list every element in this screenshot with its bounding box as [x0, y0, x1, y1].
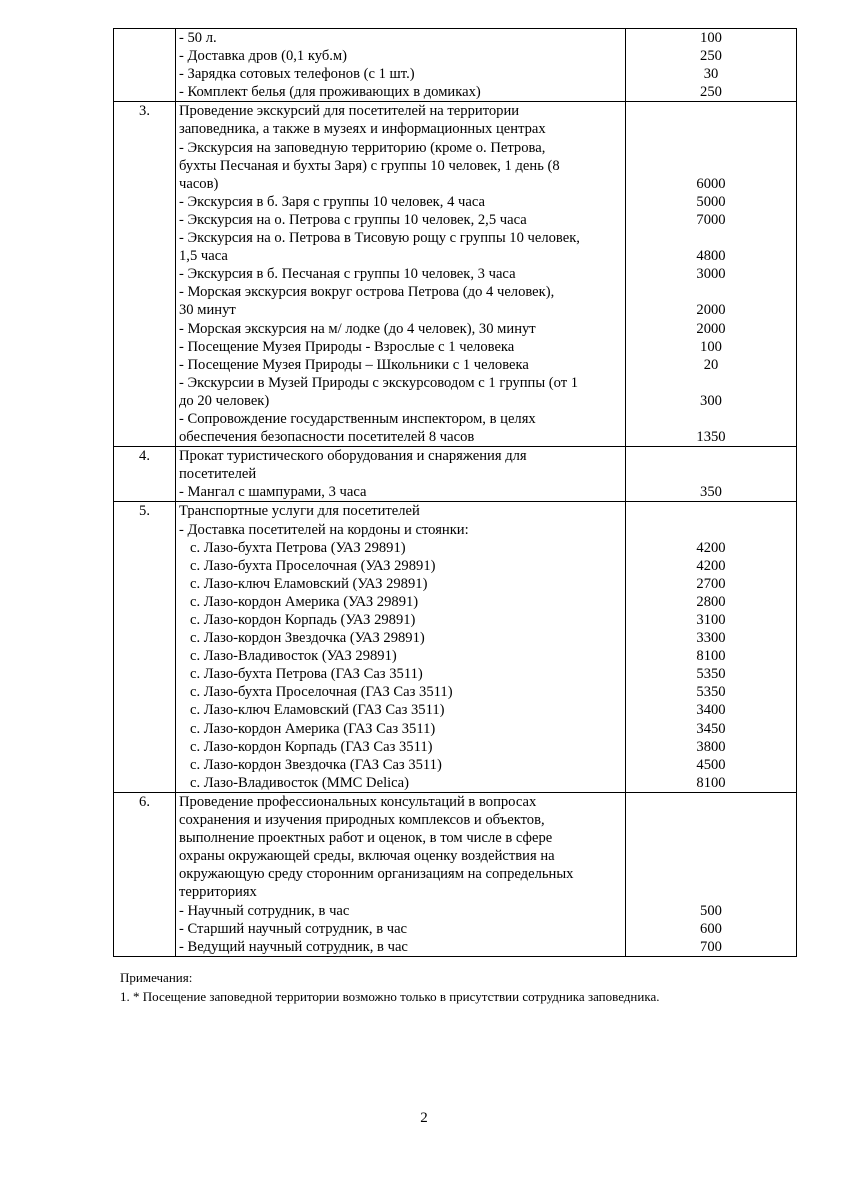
- price-value: [626, 465, 796, 483]
- price-value: 5350: [696, 684, 726, 701]
- service-line: бухты Песчаная и бухты Заря) с группы 10 человек, 1 день (8: [179, 157, 560, 174]
- price-value: 5000: [696, 193, 726, 210]
- price-value: [626, 811, 796, 829]
- service-line: с. Лазо-кордон Корпадь (УАЗ 29891): [190, 612, 416, 628]
- price-value: 250: [700, 84, 722, 101]
- row-number-cell: [114, 792, 176, 956]
- price-value: 3100: [696, 612, 726, 628]
- price-value: 3400: [696, 702, 726, 719]
- price-value: 100: [700, 338, 722, 355]
- service-line: - Экскурсия на заповедную территорию (кроме о. Петрова,: [179, 139, 546, 156]
- service-line: - Экскурсия на о. Петрова с группы 10 человек, 2,5 часа: [179, 211, 527, 228]
- service-line: с. Лазо-ключ Еламовский (ГАЗ Саз 3511): [190, 702, 445, 719]
- service-line: заповедника, а также в музеях и информационных центрах: [179, 121, 546, 138]
- service-line: с. Лазо-бухта Петрова (УАЗ 29891): [190, 539, 406, 556]
- price-value: 1350: [696, 429, 726, 446]
- price-value: [626, 865, 796, 883]
- service-line: с. Лазо-кордон Звездочка (ГАЗ Саз 3511): [190, 756, 442, 773]
- price-value: [626, 793, 796, 811]
- table-row: [114, 502, 797, 793]
- service-line: сохранения и изучения природных комплексов и объектов,: [179, 812, 545, 829]
- service-line: - Экскурсия в б. Заря с группы 10 человек, 4 часа: [179, 193, 485, 210]
- price-value: [626, 139, 796, 157]
- service-line: - Мангал с шампурами, 3 часа: [179, 484, 367, 501]
- price-value: 8100: [696, 648, 726, 665]
- service-cell: [176, 29, 626, 102]
- price-value: [626, 102, 796, 120]
- service-line: - Доставка дров (0,1 куб.м): [179, 48, 347, 65]
- price-cell: [626, 29, 797, 102]
- service-line: с. Лазо-Владивосток (УАЗ 29891): [190, 648, 397, 665]
- service-line: Прокат туристического оборудования и снаряжения для: [179, 448, 527, 465]
- price-table-body: [114, 29, 797, 957]
- service-line: с. Лазо-кордон Америка (ГАЗ Саз 3511): [190, 720, 436, 737]
- price-value: 8100: [696, 774, 726, 791]
- price-value: 3450: [696, 720, 726, 737]
- service-line: с. Лазо-ключ Еламовский (УАЗ 29891): [190, 575, 428, 592]
- service-line: - Научный сотрудник, в час: [179, 902, 350, 919]
- service-line: - Экскурсия на о. Петрова в Тисовую рощу с группы 10 человек,: [179, 230, 580, 247]
- note-item: 1. * Посещение заповедной территории возможно только в присутствии сотрудника заповедника.: [120, 989, 660, 1004]
- price-value: 700: [700, 938, 722, 955]
- price-value: 100: [700, 30, 722, 46]
- price-value: [626, 847, 796, 865]
- service-line: - Сопровождение государственным инспектором, в целях: [179, 410, 536, 427]
- price-table: [113, 28, 797, 957]
- price-value: [626, 374, 796, 392]
- price-value: [626, 447, 796, 465]
- service-line: - Старший научный сотрудник, в час: [179, 920, 408, 937]
- service-line: часов): [179, 175, 219, 192]
- service-line: - Экскурсии в Музей Природы с экскурсоводом с 1 группы (от 1: [179, 374, 579, 391]
- price-value: 7000: [696, 211, 726, 228]
- table-row: [114, 29, 797, 102]
- price-value: 2700: [696, 575, 726, 592]
- service-line: выполнение проектных работ и оценок, в том числе в сфере: [179, 830, 553, 847]
- service-cell: [176, 792, 626, 956]
- price-value: 500: [700, 902, 722, 919]
- price-value: [626, 502, 796, 520]
- price-value: [626, 283, 796, 301]
- service-line: - Зарядка сотовых телефонов (с 1 шт.): [179, 66, 415, 83]
- service-line: с. Лазо-Владивосток (ММС Delica): [190, 774, 409, 791]
- row-number: 6.: [139, 793, 150, 810]
- service-line: с. Лазо-кордон Корпадь (ГАЗ Саз 3511): [190, 738, 433, 755]
- row-number: 3.: [139, 103, 150, 120]
- price-value: 600: [700, 920, 722, 937]
- row-number: 5.: [139, 503, 150, 520]
- price-value: 4200: [696, 557, 726, 574]
- price-value: 2000: [696, 320, 726, 337]
- price-value: 5350: [696, 666, 726, 683]
- service-line: - Комплект белья (для проживающих в домиках): [179, 84, 481, 101]
- table-row: [114, 447, 797, 502]
- service-line: - Морская экскурсия вокруг острова Петрова (до 4 человек),: [179, 284, 555, 301]
- service-line: территориях: [179, 884, 257, 901]
- row-number-cell: [114, 502, 176, 793]
- service-cell: [176, 447, 626, 502]
- service-line: окружающую среду сторонним организациям на сопредельных: [179, 866, 574, 883]
- price-value: 2800: [696, 593, 726, 610]
- price-value: 3800: [696, 738, 726, 755]
- service-line: Проведение профессиональных консультаций в вопросах: [179, 793, 537, 810]
- price-value: [626, 829, 796, 847]
- service-line: - Посещение Музея Природы – Школьники с 1 человека: [179, 356, 529, 373]
- service-line: - Экскурсия в б. Песчаная с группы 10 человек, 3 часа: [179, 266, 516, 283]
- row-number-cell: [114, 29, 176, 102]
- table-row: [114, 792, 797, 956]
- row-number: 4.: [139, 448, 150, 465]
- service-line: с. Лазо-бухта Проселочная (ГАЗ Саз 3511): [190, 684, 453, 701]
- price-value: [626, 229, 796, 247]
- service-line: с. Лазо-бухта Петрова (ГАЗ Саз 3511): [190, 666, 423, 683]
- price-value: 350: [700, 484, 722, 501]
- service-line: 30 минут: [179, 302, 236, 319]
- service-cell: [176, 502, 626, 793]
- service-cell: [176, 102, 626, 447]
- service-line: - Морская экскурсия на м/ лодке (до 4 человек), 30 минут: [179, 320, 536, 337]
- row-number-cell: [114, 447, 176, 502]
- service-line: обеспечения безопасности посетителей 8 часов: [179, 429, 475, 446]
- price-value: [626, 883, 796, 901]
- price-cell: [626, 102, 797, 447]
- row-number: [114, 29, 175, 47]
- service-line: с. Лазо-кордон Америка (УАЗ 29891): [190, 593, 419, 610]
- price-value: 2000: [696, 302, 726, 319]
- service-line: до 20 человек): [179, 392, 270, 409]
- price-value: 20: [703, 356, 719, 373]
- service-line: посетителей: [179, 466, 257, 483]
- price-value: 250: [700, 48, 722, 65]
- service-line: с. Лазо-бухта Проселочная (УАЗ 29891): [190, 557, 436, 574]
- price-value: 30: [703, 66, 719, 83]
- service-line: Проведение экскурсий для посетителей на территории: [179, 103, 520, 120]
- row-number-cell: [114, 102, 176, 447]
- notes-title: Примечания:: [120, 970, 193, 985]
- service-line: - Доставка посетителей на кордоны и стоянки:: [179, 521, 469, 538]
- price-value: [626, 410, 796, 428]
- service-line: - Посещение Музея Природы - Взрослые с 1 человека: [179, 338, 515, 355]
- page-number: 2: [420, 1110, 428, 1126]
- service-line: - Ведущий научный сотрудник, в час: [179, 938, 408, 955]
- service-line: - 50 л.: [179, 30, 217, 46]
- notes: [120, 968, 659, 1006]
- service-line: 1,5 часа: [179, 248, 228, 265]
- price-value: 4800: [696, 248, 726, 265]
- price-value: [626, 521, 796, 539]
- service-line: Транспортные услуги для посетителей: [179, 503, 420, 520]
- price-value: 4500: [696, 756, 726, 773]
- price-cell: [626, 447, 797, 502]
- price-value: 4200: [696, 539, 726, 556]
- price-cell: [626, 792, 797, 956]
- service-line: с. Лазо-кордон Звездочка (УАЗ 29891): [190, 630, 425, 647]
- price-value: 6000: [696, 175, 726, 192]
- price-cell: [626, 502, 797, 793]
- price-value: [626, 157, 796, 175]
- price-value: 3000: [696, 266, 726, 283]
- price-value: 300: [700, 392, 722, 409]
- table-row: [114, 102, 797, 447]
- price-value: 3300: [696, 630, 726, 647]
- service-line: охраны окружающей среды, включая оценку воздействия на: [179, 848, 555, 865]
- price-value: [626, 120, 796, 138]
